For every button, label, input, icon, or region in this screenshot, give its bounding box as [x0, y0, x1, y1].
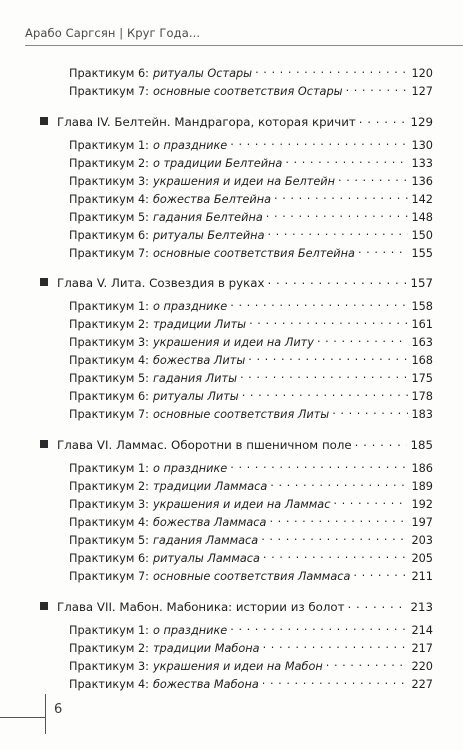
toc-entry-title: украшения и идеи на Литу [152, 336, 314, 349]
toc-chapter-entry[interactable] [40, 599, 433, 617]
page-number: 6 [54, 702, 63, 717]
square-bullet-icon [40, 440, 48, 448]
toc-entry-page: 155 [411, 247, 433, 260]
toc-entry-title: гадания Литы [152, 372, 237, 385]
toc-entry-title: традиции Литы [152, 318, 247, 331]
toc-entry-prefix: Практикум 4: [69, 516, 149, 529]
toc-entry-title: ритуалы Ламмаса [152, 552, 260, 565]
dot-leader [359, 114, 408, 126]
toc-chapter-entry[interactable] [40, 275, 433, 293]
toc-entry-title: гадания Ламмаса [152, 534, 259, 547]
toc-entry-title: божества Мабона [152, 678, 259, 691]
square-bullet-icon [40, 117, 48, 125]
dot-leader [248, 352, 408, 364]
toc-entry-page: 142 [411, 193, 433, 206]
toc-entry-title: Глава IV. Белтейн. Мандрагора, которая кричит [57, 115, 356, 129]
toc-entry-prefix: Практикум 6: [69, 229, 149, 242]
toc-entry-title: о традиции Белтейна [152, 157, 283, 170]
toc-entry-prefix: Практикум 1: [69, 624, 149, 637]
toc-entry-title: Глава VI. Ламмас. Оборотни в пшеничном поле [57, 438, 352, 452]
toc-entry[interactable] [69, 370, 433, 388]
toc-entry-page: 148 [411, 211, 433, 224]
toc-entry-prefix: Практикум 1: [69, 139, 149, 152]
dot-leader [353, 568, 408, 580]
footer-horizontal-rule [0, 717, 45, 718]
dot-leader [230, 298, 408, 310]
dot-leader [268, 227, 409, 239]
toc-entry-title: о празднике [152, 300, 228, 313]
dot-leader [332, 406, 408, 418]
toc-entry-page: 213 [410, 600, 433, 614]
dot-leader [270, 478, 408, 490]
toc-entry-title: Глава VII. Мабон. Мабоника: истории из болот [57, 600, 345, 614]
toc-entry-page: 217 [411, 642, 433, 655]
toc-entry[interactable] [69, 334, 433, 352]
toc-entry-title: ритуалы Белтейна [152, 229, 265, 242]
toc-entry[interactable] [69, 676, 433, 694]
toc-entry-page: 158 [411, 300, 433, 313]
toc-entry[interactable] [69, 622, 433, 640]
toc-entry[interactable] [69, 245, 433, 263]
toc-entry-title: гадания Белтейна [152, 211, 263, 224]
toc-entry-title: основные соответствия Остары [152, 85, 343, 98]
toc-chapter-entry[interactable] [40, 114, 433, 132]
toc-entry-title: традиции Мабона [152, 642, 260, 655]
toc-entry[interactable] [69, 514, 433, 532]
dot-leader [230, 622, 408, 634]
toc-entry-prefix: Практикум 2: [69, 642, 149, 655]
toc-entry-prefix: Практикум 7: [69, 570, 149, 583]
dot-leader [255, 65, 408, 77]
toc-entry[interactable] [69, 460, 433, 478]
toc-entry[interactable] [69, 155, 433, 173]
toc-entry-page: 203 [411, 534, 433, 547]
toc-entry[interactable] [69, 352, 433, 370]
toc-entry-prefix: Практикум 7: [69, 247, 149, 260]
toc-entry-title: основные соответствия Литы [152, 408, 330, 421]
running-header: Арабо Саргсян | Круг Года... [25, 26, 201, 40]
dot-leader [317, 334, 408, 346]
toc-entry-title: о празднике [152, 624, 228, 637]
toc-entry-prefix: Практикум 5: [69, 534, 149, 547]
square-bullet-icon [40, 602, 48, 610]
toc-entry[interactable] [69, 532, 433, 550]
dot-leader [333, 496, 408, 508]
toc-entry-prefix: Практикум 3: [69, 498, 149, 511]
toc-entry[interactable] [69, 83, 433, 101]
toc-entry-page: 185 [410, 438, 433, 452]
toc-entry-page: 214 [411, 624, 433, 637]
dot-leader [242, 388, 408, 400]
dot-leader [348, 599, 408, 611]
toc-entry-prefix: Практикум 1: [69, 462, 149, 475]
dot-leader [338, 173, 408, 185]
toc-entry-title: божества Ламмаса [152, 516, 267, 529]
toc-entry-page: 197 [411, 516, 433, 529]
toc-entry[interactable] [69, 478, 433, 496]
toc-entry-prefix: Практикум 5: [69, 372, 149, 385]
toc-entry[interactable] [69, 65, 433, 83]
toc-entry-page: 192 [411, 498, 433, 511]
toc-entry-prefix: Практикум 4: [69, 193, 149, 206]
toc-entry[interactable] [69, 640, 433, 658]
toc-entry-prefix: Практикум 4: [69, 678, 149, 691]
dot-leader [240, 370, 408, 382]
toc-entry[interactable] [69, 496, 433, 514]
toc-entry[interactable] [69, 209, 433, 227]
dot-leader [266, 209, 408, 221]
dot-leader [261, 532, 408, 544]
toc-entry-page: 186 [411, 462, 433, 475]
toc-entry-page: 163 [411, 336, 433, 349]
dot-leader [285, 155, 408, 167]
toc-entry-prefix: Практикум 7: [69, 85, 149, 98]
toc-entry-page: 183 [411, 408, 433, 421]
toc-entry-prefix: Практикум 6: [69, 67, 149, 80]
dot-leader [230, 460, 408, 472]
toc-entry-prefix: Практикум 7: [69, 408, 149, 421]
toc-entry[interactable] [69, 191, 433, 209]
toc-entry-page: 189 [411, 480, 433, 493]
toc-entry-page: 157 [410, 276, 433, 290]
toc-entry-prefix: Практикум 2: [69, 480, 149, 493]
toc-entry-page: 211 [411, 570, 433, 583]
dot-leader [230, 137, 408, 149]
toc-entry[interactable] [69, 173, 433, 191]
toc-entry-title: украшения и идеи на Ламмас [152, 498, 331, 511]
toc-chapter-entry[interactable] [40, 437, 433, 455]
toc-entry-page: 227 [411, 678, 433, 691]
toc-entry-title: украшения и идеи на Белтейн [152, 175, 336, 188]
toc-entry[interactable] [69, 316, 433, 334]
dot-leader [346, 83, 408, 95]
dot-leader [263, 640, 408, 652]
dot-leader [269, 514, 408, 526]
toc-entry[interactable] [69, 388, 433, 406]
toc-entry-page: 136 [411, 175, 433, 188]
toc-entry-page: 127 [411, 85, 433, 98]
toc-entry-page: 178 [411, 390, 433, 403]
dot-leader [267, 275, 407, 287]
toc-entry[interactable] [69, 227, 433, 245]
toc-entry[interactable] [69, 568, 433, 586]
toc-entry-title: о празднике [152, 139, 228, 152]
toc-entry[interactable] [69, 298, 433, 316]
footer-vertical-rule [45, 694, 46, 734]
toc-entry-title: божества Литы [152, 354, 246, 367]
square-bullet-icon [40, 278, 48, 286]
toc-entry-page: 130 [411, 139, 433, 152]
toc-entry-page: 161 [411, 318, 433, 331]
toc-entry-title: основные соответствия Белтейна [152, 247, 355, 260]
toc-entry[interactable] [69, 550, 433, 568]
toc-entry-prefix: Практикум 3: [69, 175, 149, 188]
toc-entry-title: божества Белтейна [152, 193, 272, 206]
toc-entry-prefix: Практикум 5: [69, 211, 149, 224]
toc-entry[interactable] [69, 658, 433, 676]
toc-entry[interactable] [69, 406, 433, 424]
toc-entry-page: 220 [411, 660, 433, 673]
toc-entry-page: 205 [411, 552, 433, 565]
dot-leader [249, 316, 408, 328]
toc-entry-title: украшения и идеи на Мабон [152, 660, 323, 673]
toc-entry-prefix: Практикум 1: [69, 300, 149, 313]
toc-entry-page: 168 [411, 354, 433, 367]
toc-entry-title: основные соответствия Ламмаса [152, 570, 351, 583]
dot-leader [263, 550, 408, 562]
header-rule [25, 45, 463, 46]
dot-leader [358, 245, 408, 257]
toc-entry-page: 120 [411, 67, 433, 80]
toc-entry-prefix: Практикум 2: [69, 157, 149, 170]
dot-leader [262, 676, 408, 688]
dot-leader [355, 437, 408, 449]
toc-entry-page: 150 [411, 229, 433, 242]
toc-entry-title: ритуалы Остары [152, 67, 253, 80]
toc-entry-prefix: Практикум 6: [69, 390, 149, 403]
toc-entry-prefix: Практикум 3: [69, 660, 149, 673]
toc-entry-prefix: Практикум 2: [69, 318, 149, 331]
dot-leader [326, 658, 408, 670]
toc-entry-prefix: Практикум 6: [69, 552, 149, 565]
toc-entry-page: 175 [411, 372, 433, 385]
toc-entry-title: традиции Ламмаса [152, 480, 268, 493]
toc-entry-prefix: Практикум 4: [69, 354, 149, 367]
toc-entry-page: 133 [411, 157, 433, 170]
dot-leader [274, 191, 408, 203]
toc-entry-page: 129 [410, 115, 433, 129]
toc-entry-prefix: Практикум 3: [69, 336, 149, 349]
toc-entry[interactable] [69, 137, 433, 155]
toc-entry-title: о празднике [152, 462, 228, 475]
toc-entry-title: Глава V. Лита. Созвездия в руках [57, 276, 265, 290]
toc-entry-title: ритуалы Литы [152, 390, 239, 403]
